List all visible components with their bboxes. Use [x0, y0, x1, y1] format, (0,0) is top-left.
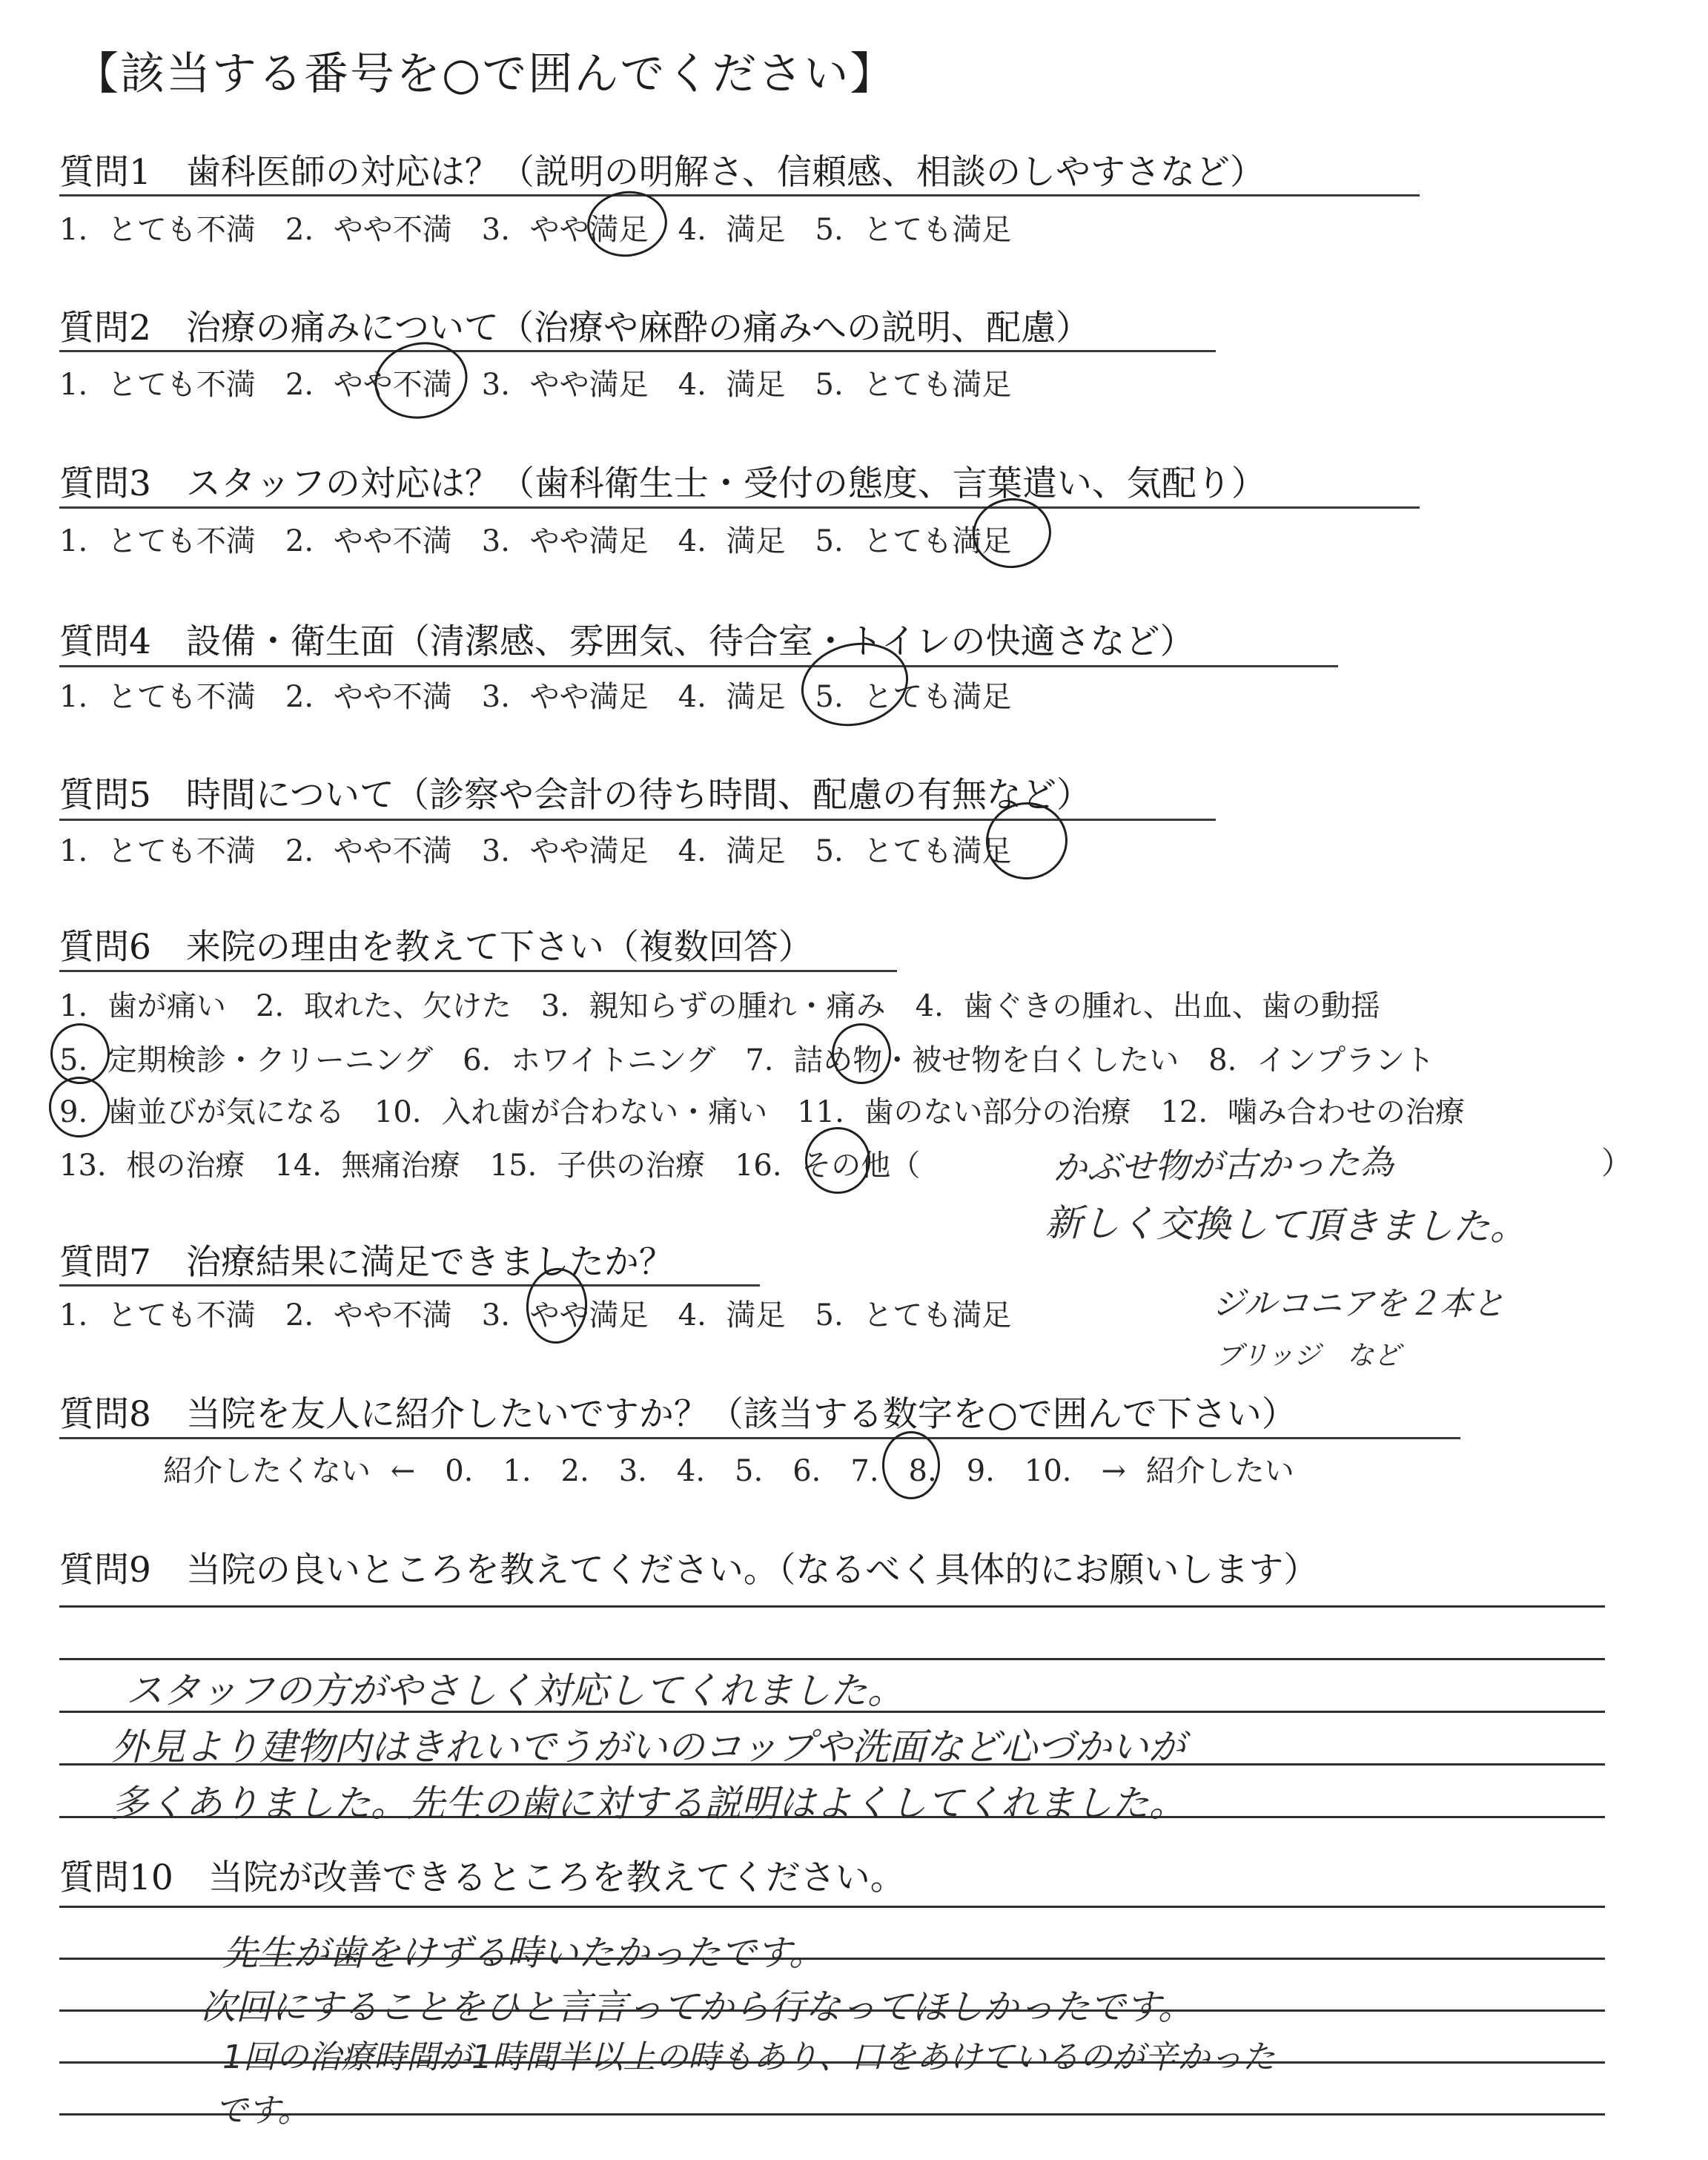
question-7-title: 質問7 治療結果に満足できましたか？	[59, 1242, 674, 1283]
question-4-underline	[59, 665, 1338, 667]
handwritten-other-line2: 新しく交換して頂きました。	[1045, 1201, 1528, 1249]
form-heading: 【該当する番号を○で囲んでください】	[74, 48, 896, 100]
q10-handwritten-line1: 先生が歯をけずる時いたかったです。	[222, 1932, 825, 1974]
q10-handwritten-line2: 次回にすることをひと言言ってから行なってほしかったです。	[200, 1986, 1194, 2028]
question-8-scale[interactable]: 紹介したくない ← 0. 1. 2. 3. 4. 5. 6. 7. 8. 9. 10. → 紹介したい	[163, 1454, 1294, 1488]
question-6-title: 質問6 来院の理由を教えて下さい（複数回答）	[59, 927, 813, 968]
q9-answer-line-1	[59, 1605, 1605, 1608]
selection-circle-q6-5	[50, 1023, 110, 1084]
q9-answer-line-2	[59, 1658, 1605, 1660]
question-2-title: 質問2 治療の痛みについて（治療や麻酔の痛みへの説明、配慮）	[59, 308, 1091, 349]
handwritten-other-line1: かぶせ物が古かった為	[1052, 1141, 1394, 1189]
question-4-options[interactable]: 1. とても不満 2. やや不満 3. やや満足 4. 満足 5. とても満足	[59, 680, 1012, 714]
handwritten-other-line4: ブリッジ など	[1216, 1341, 1401, 1371]
question-9-title: 質問9 当院の良いところを教えてください。（なるべく具体的にお願いします）	[59, 1550, 1319, 1591]
question-3-options[interactable]: 1. とても不満 2. やや不満 3. やや満足 4. 満足 5. とても満足	[59, 524, 1012, 558]
q10-handwritten-line3: 1回の治療時間が1時間半以上の時もあり、口をあけているのが辛かった	[222, 2038, 1275, 2076]
question-7-options[interactable]: 1. とても不満 2. やや不満 3. やや満足 4. 満足 5. とても満足	[59, 1298, 1012, 1332]
q10-answer-line-1	[59, 1906, 1605, 1908]
question-1-underline	[59, 194, 1420, 196]
question-1-title: 質問1 歯科医師の対応は？（説明の明解さ、信頼感、相談のしやすさなど）	[59, 152, 1265, 193]
question-6-underline	[59, 970, 897, 972]
q9-handwritten-line3: 多くありました。先生の歯に対する説明はよくしてくれました。	[111, 1782, 1186, 1825]
question-4-title: 質問4 設備・衛生面（清潔感、雰囲気、待合室・トイレの快適さなど）	[59, 621, 1195, 662]
question-2-underline	[59, 350, 1216, 352]
question-6-other-close-paren: ）	[1601, 1145, 1633, 1181]
question-3-underline	[59, 506, 1420, 509]
selection-circle-q8	[882, 1431, 940, 1499]
selection-circle-q1	[583, 186, 671, 262]
question-5-title: 質問5 時間について（診察や会計の待ち時間、配慮の有無など）	[59, 775, 1091, 816]
question-1-options[interactable]: 1. とても不満 2. やや不満 3. やや満足 4. 満足 5. とても満足	[59, 213, 1012, 247]
question-6-options-row3[interactable]: 9. 歯並びが気になる 10. 入れ歯が合わない・痛い 11. 歯のない部分の治療 12. 噛み合わせの治療	[59, 1095, 1465, 1129]
question-6-options-row4[interactable]: 13. 根の治療 14. 無痛治療 15. 子供の治療 16. その他（	[59, 1149, 921, 1183]
selection-circle-q6-9	[49, 1077, 110, 1137]
question-2-options[interactable]: 1. とても不満 2. やや不満 3. やや満足 4. 満足 5. とても満足	[59, 368, 1012, 402]
question-7-underline	[59, 1284, 760, 1287]
q9-handwritten-line2: 外見より建物内はきれいでうがいのコップや洗面など心づかいが	[111, 1725, 1185, 1768]
question-10-title: 質問10 当院が改善できるところを教えてください。	[59, 1857, 905, 1898]
selection-circle-q6-16	[805, 1127, 870, 1194]
q10-handwritten-line4: です。	[215, 2092, 311, 2130]
question-3-title: 質問3 スタッフの対応は？（歯科衛生士・受付の態度、言葉遣い、気配り）	[59, 463, 1266, 504]
question-8-underline	[59, 1437, 1460, 1439]
question-8-title: 質問8 当院を友人に紹介したいですか？（該当する数字を○で囲んで下さい）	[59, 1394, 1297, 1435]
question-5-options[interactable]: 1. とても不満 2. やや不満 3. やや満足 4. 満足 5. とても満足	[59, 834, 1012, 868]
question-6-options-row1[interactable]: 1. 歯が痛い 2. 取れた、欠けた 3. 親知らずの腫れ・痛み 4. 歯ぐきの腫れ、出血、歯の動揺	[59, 989, 1380, 1023]
selection-circle-q6-7	[832, 1023, 891, 1084]
q9-handwritten-line1: スタッフの方がやさしく対応してくれました。	[126, 1669, 904, 1712]
question-6-options-row2[interactable]: 5. 定期検診・クリーニング 6. ホワイトニング 7. 詰め物・被せ物を白くしたい 8. インプラント	[59, 1043, 1435, 1077]
handwritten-other-line3: ジルコニアを２本と	[1212, 1285, 1505, 1323]
